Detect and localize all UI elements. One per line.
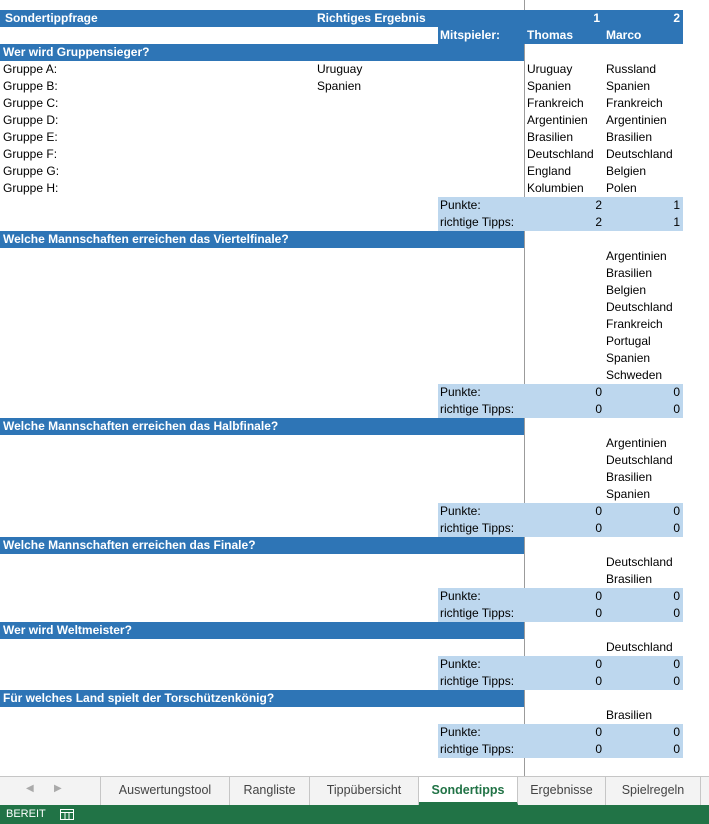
section-finale-title[interactable]: Welche Mannschaften erreichen das Finale? bbox=[3, 538, 256, 552]
section-weltmeister-title[interactable]: Wer wird Weltmeister? bbox=[3, 623, 132, 637]
halb-tip-player-2[interactable]: Argentinien bbox=[606, 436, 667, 450]
header-richtiges-ergebnis[interactable]: Richtiges Ergebnis bbox=[317, 11, 426, 25]
group-tip-player-2[interactable]: Argentinien bbox=[606, 113, 667, 127]
section-groups-title[interactable]: Wer wird Gruppensieger? bbox=[3, 45, 150, 59]
group-label[interactable]: Gruppe H: bbox=[3, 181, 59, 195]
halb-tip-player-2[interactable]: Spanien bbox=[606, 487, 651, 501]
tipps-label[interactable]: richtige Tipps: bbox=[440, 215, 515, 229]
finale-tip-player-2[interactable]: Brasilien bbox=[606, 572, 653, 586]
group-label[interactable]: Gruppe E: bbox=[3, 130, 58, 144]
group-tip-player-2[interactable]: Russland bbox=[606, 62, 657, 76]
tipps-player-1[interactable]: 2 bbox=[595, 215, 602, 229]
section-torschuetze-title[interactable]: Für welches Land spielt der Torschützenkönig? bbox=[3, 691, 275, 705]
group-tip-player-2[interactable]: Spanien bbox=[606, 79, 651, 93]
group-label[interactable]: Gruppe F: bbox=[3, 147, 58, 161]
group-tip-player-2[interactable]: Polen bbox=[606, 181, 637, 195]
torschuetze-tip-player-2[interactable]: Brasilien bbox=[606, 708, 653, 722]
group-tip-player-1[interactable]: Uruguay bbox=[527, 62, 573, 76]
punkte-player-2[interactable]: 0 bbox=[673, 657, 680, 671]
header-mitspieler[interactable]: Mitspieler: bbox=[440, 28, 501, 42]
viertel-tip-player-2[interactable]: Deutschland bbox=[606, 300, 673, 314]
punkte-label[interactable]: Punkte: bbox=[440, 725, 481, 739]
group-tip-player-2[interactable]: Brasilien bbox=[606, 130, 653, 144]
group-tip-player-1[interactable]: Argentinien bbox=[527, 113, 588, 127]
status-bar bbox=[0, 805, 709, 824]
halb-tip-player-2[interactable]: Deutschland bbox=[606, 453, 673, 467]
viertel-tip-player-2[interactable]: Brasilien bbox=[606, 266, 653, 280]
viertel-tip-player-2[interactable]: Argentinien bbox=[606, 249, 667, 263]
viertel-tip-player-2[interactable]: Spanien bbox=[606, 351, 651, 365]
tipps-label[interactable]: richtige Tipps: bbox=[440, 402, 515, 416]
punkte-player-1[interactable]: 0 bbox=[595, 385, 602, 399]
punkte-label[interactable]: Punkte: bbox=[440, 198, 481, 212]
tab-spielregeln[interactable]: Spielregeln bbox=[606, 777, 701, 805]
group-tip-player-1[interactable]: Spanien bbox=[527, 79, 572, 93]
punkte-player-2[interactable]: 0 bbox=[673, 385, 680, 399]
header-player-1[interactable]: Thomas bbox=[527, 28, 574, 42]
group-label[interactable]: Gruppe B: bbox=[3, 79, 58, 93]
viertel-tip-player-2[interactable]: Belgien bbox=[606, 283, 647, 297]
weltmeister-tip-player-2[interactable]: Deutschland bbox=[606, 640, 673, 654]
tipps-label[interactable]: richtige Tipps: bbox=[440, 742, 515, 756]
tipps-player-2[interactable]: 0 bbox=[673, 674, 680, 688]
tipps-player-2[interactable]: 0 bbox=[673, 742, 680, 756]
tipps-player-2[interactable]: 1 bbox=[673, 215, 680, 229]
header-player-number-2[interactable]: 2 bbox=[673, 11, 680, 25]
group-tip-player-1[interactable]: Kolumbien bbox=[527, 181, 584, 195]
punkte-label[interactable]: Punkte: bbox=[440, 504, 481, 518]
tipps-player-1[interactable]: 0 bbox=[595, 674, 602, 688]
scroll-right-icon[interactable]: ▶ bbox=[54, 783, 62, 794]
punkte-player-2[interactable]: 0 bbox=[673, 725, 680, 739]
tipps-player-1[interactable]: 0 bbox=[595, 606, 602, 620]
tipps-label[interactable]: richtige Tipps: bbox=[440, 606, 515, 620]
group-tip-player-1[interactable]: Frankreich bbox=[527, 96, 584, 110]
group-tip-player-2[interactable]: Belgien bbox=[606, 164, 647, 178]
tipps-player-2[interactable]: 0 bbox=[673, 521, 680, 535]
section-halb-title[interactable]: Welche Mannschaften erreichen das Halbfinale? bbox=[3, 419, 279, 433]
tipps-player-1[interactable]: 0 bbox=[595, 521, 602, 535]
finale-tip-player-2[interactable]: Deutschland bbox=[606, 555, 673, 569]
punkte-label[interactable]: Punkte: bbox=[440, 589, 481, 603]
viertel-tip-player-2[interactable]: Frankreich bbox=[606, 317, 663, 331]
group-tip-player-2[interactable]: Deutschland bbox=[606, 147, 673, 161]
group-result[interactable]: Spanien bbox=[317, 79, 362, 93]
group-tip-player-1[interactable]: Brasilien bbox=[527, 130, 574, 144]
punkte-player-1[interactable]: 0 bbox=[595, 589, 602, 603]
header-player-number-1[interactable]: 1 bbox=[593, 11, 600, 25]
punkte-player-1[interactable]: 2 bbox=[595, 198, 602, 212]
section-viertel-title[interactable]: Welche Mannschaften erreichen das Viertelfinale? bbox=[3, 232, 289, 246]
tipps-player-1[interactable]: 0 bbox=[595, 402, 602, 416]
group-label[interactable]: Gruppe C: bbox=[3, 96, 59, 110]
macro-recording-icon[interactable] bbox=[60, 809, 74, 820]
group-tip-player-2[interactable]: Frankreich bbox=[606, 96, 663, 110]
tab-auswertungstool[interactable]: Auswertungstool bbox=[100, 777, 230, 805]
group-tip-player-1[interactable]: England bbox=[527, 164, 572, 178]
tipps-label[interactable]: richtige Tipps: bbox=[440, 674, 515, 688]
tab-ergebnisse[interactable]: Ergebnisse bbox=[518, 777, 606, 805]
punkte-label[interactable]: Punkte: bbox=[440, 657, 481, 671]
punkte-player-1[interactable]: 0 bbox=[595, 725, 602, 739]
punkte-player-1[interactable]: 0 bbox=[595, 504, 602, 518]
group-label[interactable]: Gruppe G: bbox=[3, 164, 60, 178]
viertel-tip-player-2[interactable]: Portugal bbox=[606, 334, 651, 348]
tab-sondertipps[interactable]: Sondertipps bbox=[419, 777, 518, 805]
tipps-player-2[interactable]: 0 bbox=[673, 606, 680, 620]
tipps-label[interactable]: richtige Tipps: bbox=[440, 521, 515, 535]
tipps-player-1[interactable]: 0 bbox=[595, 742, 602, 756]
group-label[interactable]: Gruppe D: bbox=[3, 113, 59, 127]
header-sondertippfrage[interactable]: Sondertippfrage bbox=[5, 11, 98, 25]
tab-tippuebersicht[interactable]: Tippübersicht bbox=[310, 777, 419, 805]
group-tip-player-1[interactable]: Deutschland bbox=[527, 147, 594, 161]
scroll-left-icon[interactable]: ◀ bbox=[26, 783, 34, 794]
tab-rangliste[interactable]: Rangliste bbox=[230, 777, 310, 805]
punkte-player-2[interactable]: 0 bbox=[673, 504, 680, 518]
tipps-player-2[interactable]: 0 bbox=[673, 402, 680, 416]
sheet-tab-bar bbox=[0, 776, 709, 805]
status-text: BEREIT bbox=[6, 808, 46, 820]
halb-tip-player-2[interactable]: Brasilien bbox=[606, 470, 653, 484]
punkte-label[interactable]: Punkte: bbox=[440, 385, 481, 399]
header-player-2[interactable]: Marco bbox=[606, 28, 642, 42]
punkte-player-2[interactable]: 1 bbox=[673, 198, 680, 212]
group-result[interactable]: Uruguay bbox=[317, 62, 363, 76]
viertel-tip-player-2[interactable]: Schweden bbox=[606, 368, 663, 382]
punkte-player-2[interactable]: 0 bbox=[673, 589, 680, 603]
punkte-player-1[interactable]: 0 bbox=[595, 657, 602, 671]
group-label[interactable]: Gruppe A: bbox=[3, 62, 58, 76]
